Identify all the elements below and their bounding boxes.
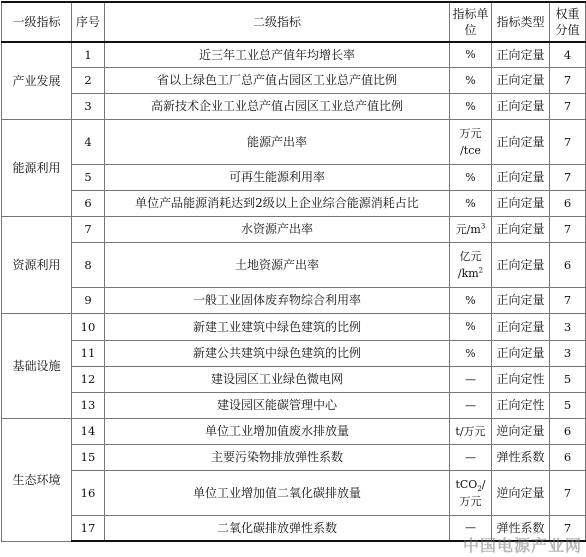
row-indicator: 省以上绿色工厂总产值占园区工业总产值比例 xyxy=(105,67,450,93)
row-indicator: 单位工业增加值废水排放量 xyxy=(105,418,450,444)
row-unit: % xyxy=(450,67,492,93)
unit-base: 元/m xyxy=(455,222,481,236)
row-no: 10 xyxy=(72,313,105,340)
unit-sup: 3 xyxy=(480,221,486,230)
group-infrastructure: 基础设施 xyxy=(2,313,72,418)
row-weight: 7 xyxy=(550,93,586,119)
header-level1: 一级指标 xyxy=(2,2,72,42)
row-type: 正向定量 xyxy=(492,164,550,190)
row-type: 正向定量 xyxy=(492,42,550,67)
row-unit: % xyxy=(450,340,492,366)
row-indicator: 主要污染物排放弹性系数 xyxy=(105,444,450,470)
row-unit: t/万元 xyxy=(450,418,492,444)
unit-base: tCO xyxy=(455,477,478,491)
row-weight: 5 xyxy=(550,366,586,392)
row-indicator: 单位产品能源消耗达到2级以上企业综合能源消耗占比 xyxy=(105,190,450,216)
row-unit: % xyxy=(450,287,492,313)
header-type: 指标类型 xyxy=(492,2,550,42)
watermark: 中国电源产业网 xyxy=(462,536,582,555)
row-no: 1 xyxy=(72,42,105,67)
row-no: 6 xyxy=(72,190,105,216)
row-indicator: 可再生能源利用率 xyxy=(105,164,450,190)
row-weight: 7 xyxy=(550,470,586,515)
row-weight: 6 xyxy=(550,444,586,470)
row-no: 2 xyxy=(72,67,105,93)
row-indicator: 单位工业增加值二氧化碳排放量 xyxy=(105,470,450,515)
row-weight: 6 xyxy=(550,418,586,444)
table-row xyxy=(2,313,586,340)
row-no: 5 xyxy=(72,164,105,190)
table-row xyxy=(2,67,586,93)
row-unit: % xyxy=(450,190,492,216)
row-type: 正向定量 xyxy=(492,119,550,164)
row-unit xyxy=(450,216,492,242)
row-indicator: 高新技术企业工业总产值占园区工业总产值比例 xyxy=(105,93,450,119)
row-type: 正向定量 xyxy=(492,67,550,93)
unit-tail: / xyxy=(481,477,486,491)
row-no: 7 xyxy=(72,216,105,242)
row-unit: % xyxy=(450,164,492,190)
table-row xyxy=(2,242,586,287)
unit-sub: 2 xyxy=(477,484,482,493)
row-indicator: 二氧化碳排放弹性系数 xyxy=(105,515,450,541)
row-weight: 3 xyxy=(550,313,586,340)
unit-base: /km xyxy=(457,266,479,280)
unit-line: 亿元 xyxy=(459,249,482,263)
table-row xyxy=(2,444,586,470)
group-resource: 资源利用 xyxy=(2,216,72,313)
row-type: 正向定性 xyxy=(492,392,550,418)
group-energy: 能源利用 xyxy=(2,119,72,216)
row-indicator: 能源产出率 xyxy=(105,119,450,164)
row-weight: 7 xyxy=(550,287,586,313)
row-indicator: 近三年工业总产值年均增长率 xyxy=(105,42,450,67)
row-indicator: 一般工业固体废弃物综合利用率 xyxy=(105,287,450,313)
row-no: 8 xyxy=(72,242,105,287)
row-weight: 3 xyxy=(550,340,586,366)
row-type: 逆向定量 xyxy=(492,470,550,515)
row-no: 17 xyxy=(72,515,105,541)
group-ecology: 生态环境 xyxy=(2,418,72,541)
table-row xyxy=(2,340,586,366)
header-level2: 二级指标 xyxy=(105,2,450,42)
row-indicator: 土地资源产出率 xyxy=(105,242,450,287)
row-unit: % xyxy=(450,313,492,340)
row-no: 15 xyxy=(72,444,105,470)
row-type: 正向定量 xyxy=(492,313,550,340)
table-row xyxy=(2,287,586,313)
row-no: 13 xyxy=(72,392,105,418)
row-indicator: 建设园区工业绿色微电网 xyxy=(105,366,450,392)
row-weight: 7 xyxy=(550,216,586,242)
row-type: 逆向定量 xyxy=(492,418,550,444)
row-no: 14 xyxy=(72,418,105,444)
row-unit xyxy=(450,470,492,515)
row-indicator: 水资源产出率 xyxy=(105,216,450,242)
row-weight: 6 xyxy=(550,190,586,216)
row-unit: — xyxy=(450,515,492,541)
row-type: 正向定量 xyxy=(492,93,550,119)
row-unit: — xyxy=(450,392,492,418)
row-unit: — xyxy=(450,444,492,470)
header-seq: 序号 xyxy=(72,2,105,42)
row-indicator: 建设园区能碳管理中心 xyxy=(105,392,450,418)
table-row xyxy=(2,164,586,190)
table-row xyxy=(2,119,586,164)
header-weight: 权重分值 xyxy=(550,2,586,42)
row-type: 正向定量 xyxy=(492,340,550,366)
row-type: 正向定量 xyxy=(492,242,550,287)
row-unit: % xyxy=(450,93,492,119)
group-industry: 产业发展 xyxy=(2,42,72,119)
row-unit: — xyxy=(450,366,492,392)
row-weight: 7 xyxy=(550,119,586,164)
indicator-table xyxy=(1,1,586,542)
row-weight: 5 xyxy=(550,392,586,418)
unit-line: 万元 xyxy=(459,126,482,140)
row-no: 3 xyxy=(72,93,105,119)
table-row xyxy=(2,418,586,444)
row-type: 正向定量 xyxy=(492,216,550,242)
row-type: 正向定量 xyxy=(492,190,550,216)
table-row xyxy=(2,366,586,392)
unit-line: 万元 xyxy=(459,494,482,508)
row-type: 正向定量 xyxy=(492,287,550,313)
header-unit: 指标单位 xyxy=(450,2,492,42)
row-no: 12 xyxy=(72,366,105,392)
row-no: 9 xyxy=(72,287,105,313)
table-row xyxy=(2,93,586,119)
row-type: 正向定性 xyxy=(492,366,550,392)
table-header-row xyxy=(2,2,586,42)
table-row xyxy=(2,470,586,515)
table-row xyxy=(2,392,586,418)
row-no: 4 xyxy=(72,119,105,164)
row-weight: 4 xyxy=(550,42,586,67)
row-indicator: 新建公共建筑中绿色建筑的比例 xyxy=(105,340,450,366)
row-no: 11 xyxy=(72,340,105,366)
row-weight: 6 xyxy=(550,242,586,287)
row-unit xyxy=(450,119,492,164)
row-weight: 7 xyxy=(550,515,586,541)
table-row xyxy=(2,42,586,67)
row-weight: 7 xyxy=(550,164,586,190)
table-row xyxy=(2,190,586,216)
row-unit: % xyxy=(450,42,492,67)
unit-line: /tce xyxy=(460,143,481,157)
row-unit xyxy=(450,242,492,287)
row-type: 弹性系数 xyxy=(492,515,550,541)
row-type: 弹性系数 xyxy=(492,444,550,470)
row-no: 16 xyxy=(72,470,105,515)
table-row xyxy=(2,216,586,242)
row-indicator: 新建工业建筑中绿色建筑的比例 xyxy=(105,313,450,340)
row-weight: 7 xyxy=(550,67,586,93)
unit-sup: 2 xyxy=(478,265,484,274)
